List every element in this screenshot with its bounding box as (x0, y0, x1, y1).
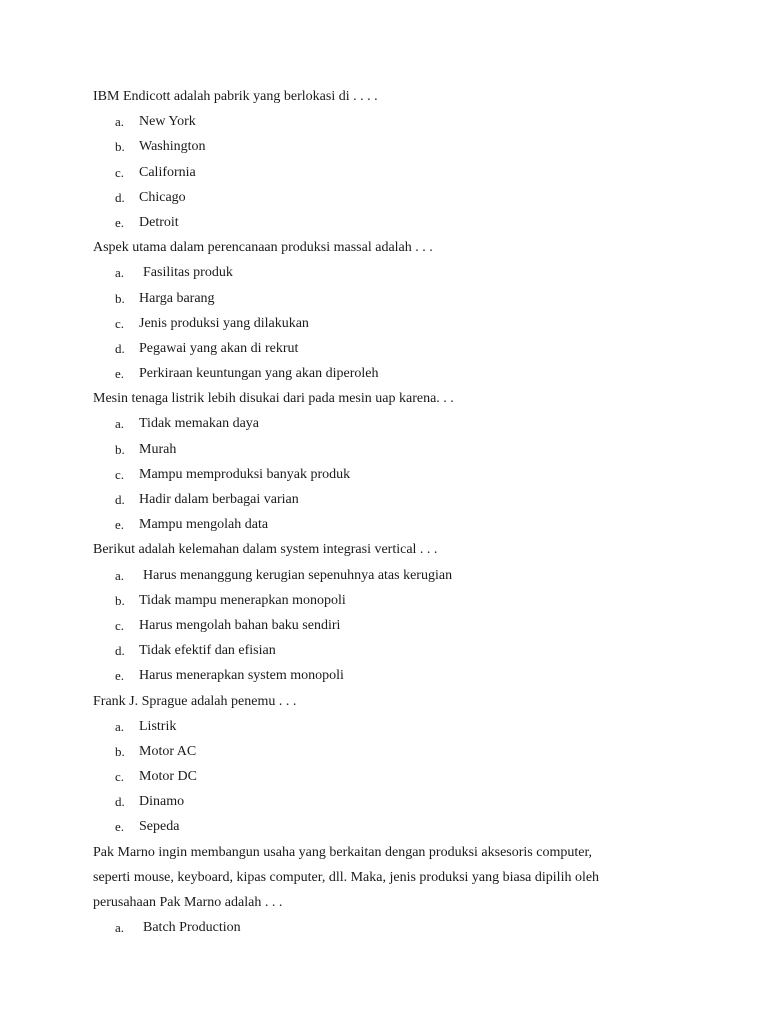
question-block (93, 235, 673, 386)
question-block (93, 386, 673, 537)
option-letter: b. (115, 743, 125, 759)
answer-option (93, 764, 673, 789)
answer-option (93, 814, 673, 839)
option-letter: e. (115, 517, 125, 533)
option-text: Pegawai yang akan di rekrut (139, 340, 299, 356)
answer-option (93, 185, 673, 210)
option-letter: c. (115, 164, 125, 180)
question-text: seperti mouse, keyboard, kipas computer, dll. Maka, jenis produksi yang biasa dipilih oleh (93, 869, 600, 885)
answer-option (93, 714, 673, 739)
option-letter: c. (115, 769, 125, 785)
option-letter: a. (115, 567, 125, 583)
question-text: Pak Marno ingin membangun usaha yang berkaitan dengan produksi aksesoris computer, (93, 844, 593, 860)
option-text: Sepeda (139, 819, 180, 835)
option-text: Tidak efektif dan efisian (139, 643, 276, 659)
option-text: Batch Production (143, 920, 241, 936)
answer-option (93, 286, 673, 311)
option-text: Harus menanggung kerugian sepenuhnya atas kerugian (143, 567, 453, 583)
option-text: Harus menerapkan system monopoli (139, 668, 344, 684)
answer-option (93, 411, 673, 436)
option-letter: d. (115, 340, 125, 356)
option-text: Chicago (139, 189, 186, 205)
answer-option (93, 739, 673, 764)
option-letter: d. (115, 794, 125, 810)
answer-option (93, 613, 673, 638)
option-text: Tidak mampu menerapkan monopoli (139, 592, 346, 608)
answer-option (93, 437, 673, 462)
question-block (93, 84, 673, 235)
option-text: California (139, 164, 196, 180)
option-text: Mampu memproduksi banyak produk (139, 466, 351, 482)
option-text: Listrik (139, 718, 177, 734)
option-text: Dinamo (139, 794, 185, 810)
option-text: Tidak memakan daya (139, 416, 260, 432)
option-text: Mampu mengolah data (139, 517, 269, 533)
answer-option (93, 160, 673, 185)
answer-option (93, 361, 673, 386)
answer-option (93, 563, 673, 588)
option-letter: d. (115, 492, 125, 507)
answer-option (93, 512, 673, 537)
answer-option (93, 487, 673, 512)
option-letter: a. (115, 718, 125, 734)
answer-option (93, 462, 673, 487)
option-letter: e. (115, 819, 125, 835)
answer-option (93, 311, 673, 336)
option-text: Washington (139, 139, 206, 155)
option-text: Hadir dalam berbagai varian (139, 492, 299, 507)
option-letter: e. (115, 214, 125, 230)
question-block (93, 537, 673, 688)
option-letter: b. (115, 441, 125, 457)
question-list (93, 84, 673, 940)
option-text: Harga barang (139, 290, 215, 306)
option-letter: b. (115, 592, 125, 608)
question-text: Aspek utama dalam perencanaan produksi massal adalah . . . (93, 240, 433, 256)
question-block (93, 840, 673, 941)
option-text: Harus mengolah bahan baku sendiri (139, 617, 341, 633)
answer-option (93, 260, 673, 285)
option-letter: a. (115, 114, 125, 130)
option-letter: c. (115, 617, 125, 633)
option-letter: b. (115, 139, 125, 155)
option-text: Fasilitas produk (143, 265, 233, 281)
question-text: Mesin tenaga listrik lebih disukai dari pada mesin uap karena. . . (93, 391, 454, 407)
option-text: Perkiraan keuntungan yang akan diperoleh (139, 366, 379, 382)
answer-option (93, 789, 673, 814)
option-text: Motor AC (139, 743, 197, 759)
option-letter: d. (115, 643, 125, 659)
option-letter: c. (115, 315, 125, 331)
option-letter: b. (115, 290, 125, 306)
option-text: Jenis produksi yang dilakukan (139, 315, 309, 331)
question-text: IBM Endicott adalah pabrik yang berlokasi di . . . . (93, 89, 378, 104)
question-text: Frank J. Sprague adalah penemu . . . (93, 693, 297, 709)
answer-option (93, 134, 673, 159)
option-letter: a. (115, 416, 125, 432)
answer-option (93, 210, 673, 235)
answer-option (93, 336, 673, 361)
answer-option (93, 588, 673, 613)
option-text: Motor DC (139, 769, 197, 785)
option-letter: a. (115, 265, 125, 281)
option-letter: c. (115, 466, 125, 482)
question-block (93, 689, 673, 840)
answer-option (93, 638, 673, 663)
answer-option (93, 915, 673, 940)
option-text: Detroit (139, 214, 179, 230)
question-text: Berikut adalah kelemahan dalam system integrasi vertical . . . (93, 542, 438, 558)
question-text: perusahaan Pak Marno adalah . . . (93, 895, 283, 910)
answer-option (93, 663, 673, 688)
answer-option (93, 109, 673, 134)
option-text: New York (139, 114, 196, 130)
option-letter: e. (115, 366, 125, 382)
option-letter: d. (115, 189, 125, 205)
option-letter: a. (115, 920, 125, 936)
option-letter: e. (115, 668, 125, 684)
option-text: Murah (139, 441, 177, 457)
